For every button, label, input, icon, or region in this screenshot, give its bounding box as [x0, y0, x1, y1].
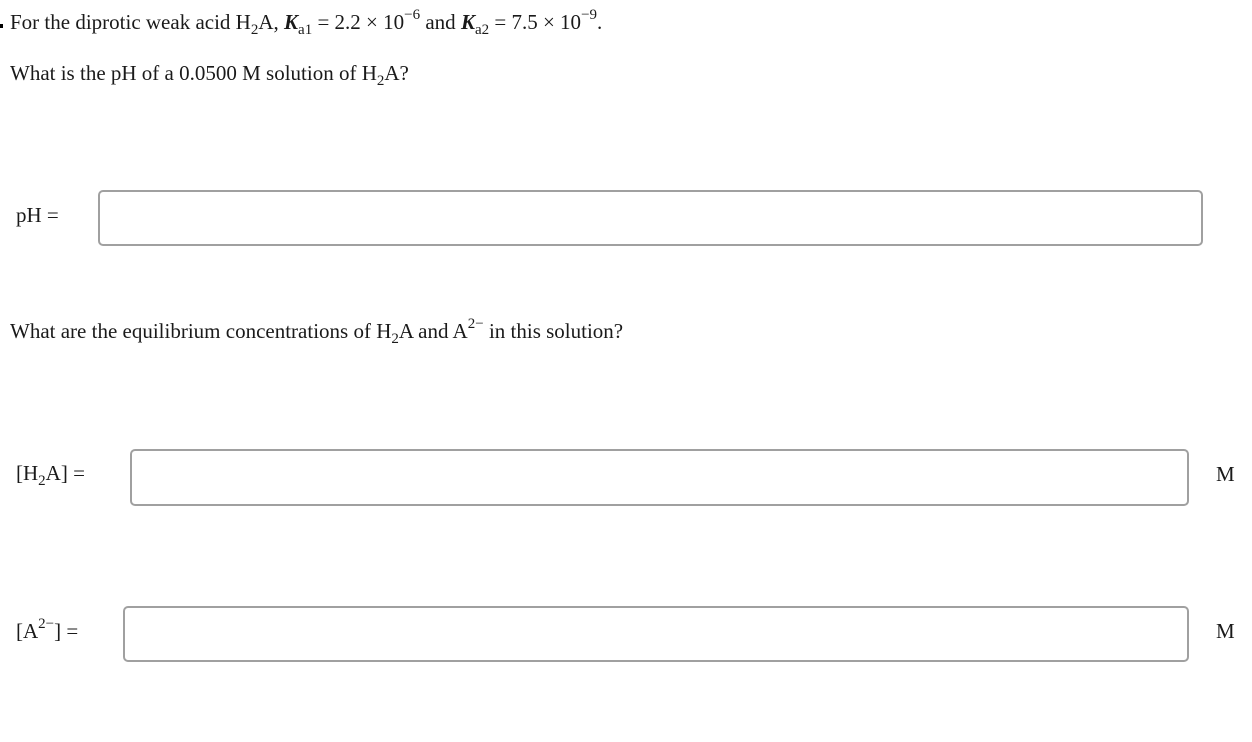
intro-acid-tail: A,: [258, 10, 279, 34]
ph-input[interactable]: [98, 190, 1203, 246]
q2-h-subscript: 2: [391, 331, 399, 347]
q2-a-superscript: 2−: [467, 316, 484, 332]
a2-label-superscript: 2−: [38, 616, 55, 632]
and-text: and: [425, 10, 456, 34]
q2-prefix-text: What are the equilibrium concentrations of H: [10, 319, 392, 343]
ka2-exponent: −9: [581, 7, 598, 23]
ka1-symbol: K: [284, 10, 299, 34]
ka1-exponent: −6: [404, 7, 421, 23]
h2a-unit: M: [1216, 462, 1235, 486]
ka2-value: = 7.5 × 10: [494, 10, 582, 34]
q1-suffix-text: A?: [384, 61, 409, 85]
a2-unit: M: [1216, 619, 1235, 643]
intro-prefix-text: For the diprotic weak acid H: [10, 10, 251, 34]
a2-label-open: [A: [16, 619, 39, 643]
ph-label: pH =: [16, 203, 59, 227]
q1-prefix-text: What is the pH of a 0.0500 M solution of H: [10, 61, 377, 85]
a2-label-close: ] =: [54, 619, 79, 643]
h2a-label-close: A] =: [45, 461, 85, 485]
q2-mid-text: A and A: [398, 319, 468, 343]
a2-input[interactable]: [123, 606, 1189, 662]
h2a-label-subscript: 2: [38, 473, 46, 489]
h2a-label-open: [H: [16, 461, 39, 485]
q2-suffix-text: in this solution?: [488, 319, 624, 343]
h2a-label: [16, 461, 85, 489]
question-ph: [10, 61, 409, 89]
q1-h-subscript: 2: [376, 73, 385, 89]
intro-period: .: [597, 10, 603, 34]
ka1-value: = 2.2 × 10: [317, 10, 405, 34]
left-edge-marker: [0, 24, 3, 28]
ka1-subscript: a1: [298, 22, 313, 38]
question-intro: [10, 7, 603, 38]
ka2-symbol: K: [460, 10, 475, 34]
intro-h-subscript: 2: [250, 22, 259, 38]
ka2-subscript: a2: [474, 22, 490, 38]
question-concentrations: [10, 316, 624, 347]
h2a-input[interactable]: [130, 449, 1189, 506]
a2-label: [16, 616, 79, 644]
